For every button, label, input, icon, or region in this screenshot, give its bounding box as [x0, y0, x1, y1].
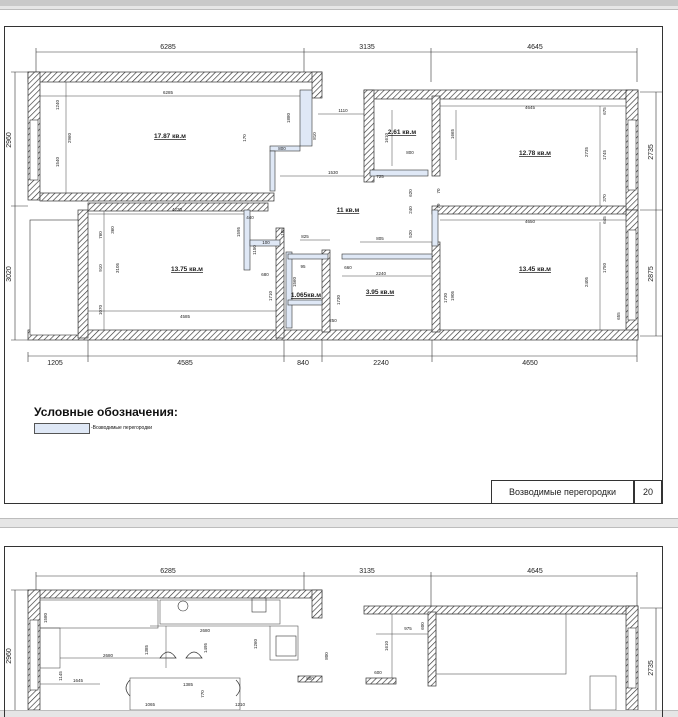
inner-dim: 800	[324, 652, 329, 660]
inner-dim: 6285	[162, 90, 174, 95]
room-label-kitchen: 13.75 кв.м	[171, 266, 203, 273]
room-label-living: 17.87 кв.м	[154, 133, 186, 140]
inner-dim: 1210	[234, 702, 246, 707]
inner-dim: 1495	[203, 642, 208, 654]
chair-icon	[236, 680, 240, 696]
inner-dim: 680	[261, 272, 269, 277]
viewer-top-bar	[0, 0, 678, 6]
inner-dim: 1145	[58, 671, 63, 681]
page-number: 20	[634, 480, 662, 504]
inner-dim: 79	[436, 203, 441, 209]
dim-top-1: 6285	[160, 568, 176, 575]
inner-dim: 800	[278, 146, 286, 151]
floor-plan-2	[0, 528, 678, 710]
inner-dim: 1645	[72, 678, 84, 683]
inner-dim: 975	[404, 626, 412, 631]
drawing-sheet-2	[0, 528, 678, 710]
inner-dim: 600	[420, 622, 425, 630]
inner-dim: 910	[98, 264, 103, 272]
inner-dim: 1610	[384, 132, 389, 144]
inner-dim: 1880	[286, 112, 291, 124]
dim-top-2: 3135	[359, 568, 375, 575]
inner-dim: 95	[300, 264, 306, 269]
inner-dim: 1560	[292, 276, 297, 288]
inner-dim: 760	[98, 231, 103, 239]
inner-dim: 825	[301, 234, 309, 239]
inner-dim: 2680	[199, 628, 211, 633]
inner-dim: 800	[306, 676, 314, 681]
floor-plan-1	[0, 10, 678, 518]
inner-dim: 660	[344, 265, 352, 270]
inner-dim: 1710	[268, 290, 273, 302]
dim-left-1: 2960	[6, 648, 13, 664]
room-label-hall: 11 кв.м	[336, 207, 360, 214]
chair-icon	[186, 652, 202, 658]
inner-dim: 1665	[450, 128, 455, 140]
inner-dim: 360	[110, 226, 115, 234]
inner-dim: 1530	[327, 170, 339, 175]
inner-dim: 1750	[602, 262, 607, 274]
inner-dim: 4645	[524, 105, 536, 110]
dim-top-1: 6285	[160, 44, 176, 51]
inner-dim: 185	[280, 228, 285, 236]
dim-bottom-1: 1205	[47, 360, 63, 367]
inner-dimension-values-2	[43, 612, 425, 707]
inner-dim: 520	[408, 230, 413, 238]
stove-icon	[178, 601, 188, 611]
room-label-bedroom-1: 12.78 кв.м	[519, 150, 551, 157]
windows-2	[30, 620, 636, 690]
dim-bottom-3: 840	[297, 360, 309, 367]
inner-dim: 2680	[102, 653, 114, 658]
dim-top-2: 3135	[359, 44, 375, 51]
inner-dim: 370	[602, 194, 607, 202]
dim-right-1: 2735	[648, 144, 655, 160]
inner-dim: 2240	[375, 271, 387, 276]
inner-dim: 800	[406, 150, 414, 155]
dim-bottom-2: 4585	[177, 360, 193, 367]
inner-dim: 100	[262, 240, 270, 245]
inner-dim: 770	[200, 690, 205, 698]
dim-left-1: 2960	[6, 132, 13, 148]
inner-dim: 1580	[43, 612, 48, 624]
outer-walls-2	[28, 590, 638, 710]
drawing-sheet-1	[0, 10, 678, 518]
inner-dim: 1110	[338, 108, 348, 113]
inner-dim: 620	[408, 189, 413, 197]
inner-dim: 4650	[524, 219, 536, 224]
inner-dim: 2405	[584, 276, 589, 288]
dim-bottom-4: 2240	[373, 360, 389, 367]
title-block: Возводимые перегородки	[491, 480, 634, 504]
dim-left-2: 3020	[6, 266, 13, 282]
inner-dim: 1385	[182, 682, 194, 687]
inner-dim: 1730	[336, 294, 341, 306]
inner-dim: 170	[242, 134, 247, 142]
dim-top-3: 4645	[527, 44, 543, 51]
inner-dim: 645	[602, 216, 607, 224]
legend-title: Условные обозначения:	[34, 405, 178, 419]
inner-dim: 4585	[179, 314, 191, 319]
inner-dim: 2960	[67, 132, 72, 144]
hob-icon	[276, 636, 296, 656]
room-label-wc: 1.065кв.м	[290, 292, 322, 299]
inner-dim: 4220	[171, 207, 183, 212]
inner-dim: 675	[602, 107, 607, 115]
inner-dim: 1745	[602, 149, 607, 161]
inner-dim: 3105	[115, 262, 120, 274]
inner-dim: 1905	[450, 290, 455, 302]
room-label-bath: 2.61 кв.м	[387, 129, 417, 136]
inner-dim: 70	[436, 188, 441, 194]
inner-dim: 1730	[443, 292, 448, 304]
dim-right-2: 2875	[648, 266, 655, 282]
room-label-bedroom-2: 13.45 кв.м	[519, 266, 551, 273]
inner-dim: 1240	[55, 99, 60, 111]
inner-dim: 1070	[98, 304, 103, 316]
inner-dim: 440	[246, 215, 254, 220]
outer-walls	[28, 72, 638, 340]
dim-bottom-5: 4650	[522, 360, 538, 367]
inner-dim: 1385	[144, 644, 149, 656]
chair-icon	[126, 680, 130, 696]
inner-dim: 1260	[253, 638, 258, 650]
inner-dim: 655	[616, 312, 621, 320]
inner-dim: 240	[408, 206, 413, 214]
inner-dim: 725	[376, 174, 384, 179]
chair-icon	[160, 652, 176, 658]
inner-dim: 1595	[236, 226, 241, 238]
inner-dim: 600	[374, 670, 382, 675]
legend-label-partition: -Возводимые перегородки	[91, 425, 153, 431]
legend-swatch-partition	[34, 423, 90, 434]
inner-dim: 1540	[55, 156, 60, 168]
kitchen-fixtures	[126, 598, 296, 696]
dim-top-3: 4645	[527, 568, 543, 575]
inner-dim: 1610	[384, 640, 389, 652]
inner-dim: 2735	[584, 146, 589, 158]
inner-dimension-lines-2	[40, 614, 428, 684]
inner-dim: 1065	[144, 702, 156, 707]
room-label-storage: 3.95 кв.м	[365, 289, 395, 296]
dim-right-1: 2735	[648, 660, 655, 676]
inner-dim: 250	[329, 318, 337, 323]
inner-dim: 810	[312, 132, 317, 140]
inner-dim: 805	[376, 236, 384, 241]
inner-dim: 1150	[252, 245, 257, 255]
